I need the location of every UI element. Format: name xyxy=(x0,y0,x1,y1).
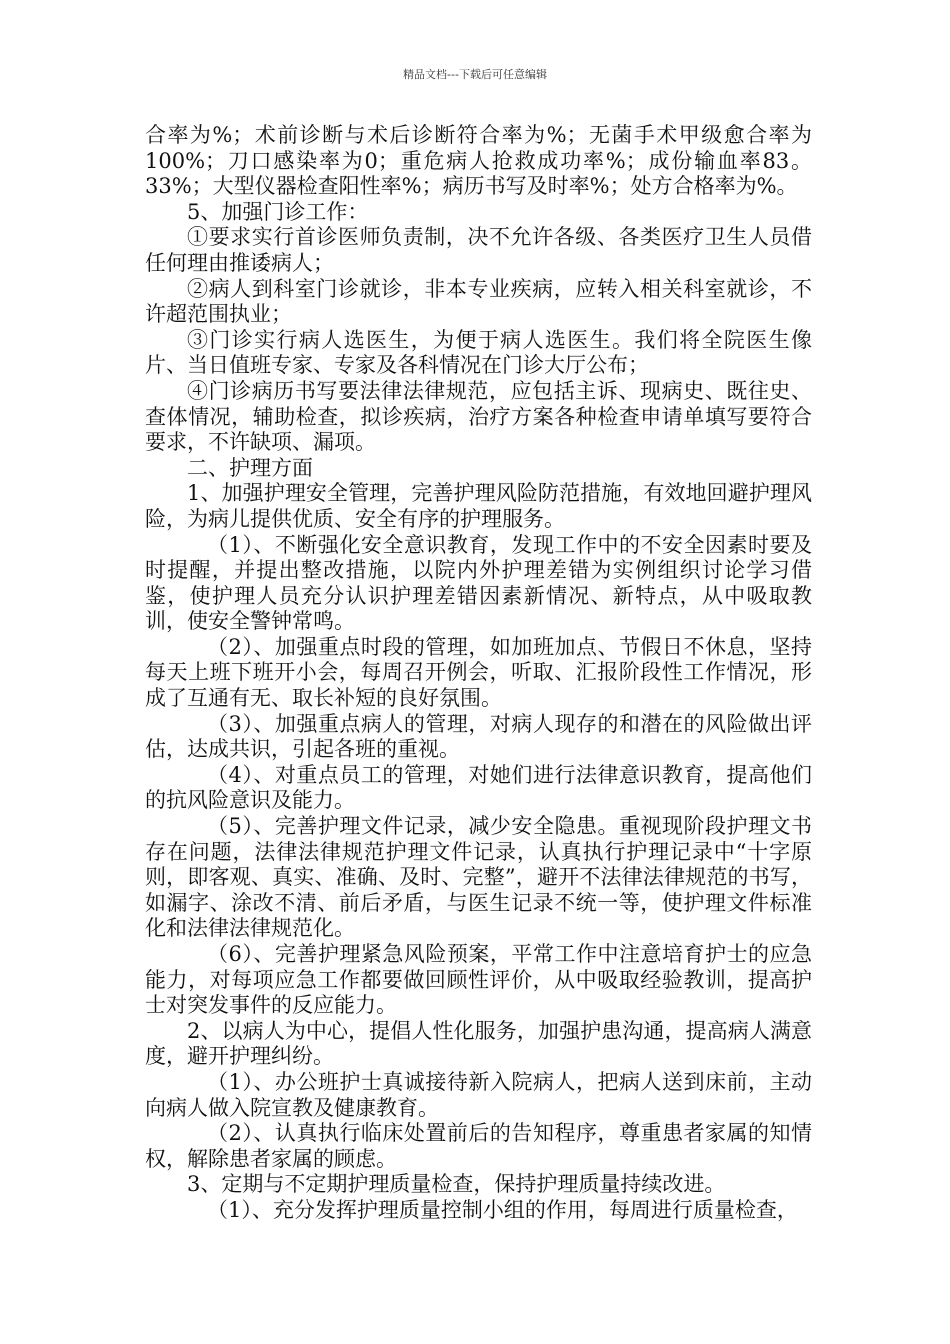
list-item-medical-records: ④门诊病历书写要法律法律规范，应包括主诉、现病史、既往史、查体情况，辅助检查，拟诊疾病，治疗方案各种检查申请单填写要符合要求，不许缺项、漏项。 xyxy=(145,378,812,455)
paragraph-admission-reception: （1）、办公班护士真诚接待新入院病人，把病人送到床前，主动向病人做入院宣教及健康教育。 xyxy=(145,1069,812,1120)
paragraph-nursing-records: （5）、完善护理文件记录，减少安全隐患。重视现阶段护理文书存在问题，法律法律规范护理文件记录，认真执行护理记录中“十字原则，即客观、真实、准确、及时、完整”，避开不法律法律规范的书写，如漏字、涂改不清、前后矛盾，与医生记录不统一等，使护理文件标准化和法律法律规范化。 xyxy=(145,814,812,941)
heading-outpatient-work: 5、加强门诊工作： xyxy=(187,199,369,224)
list-item-first-visit: ①要求实行首诊医师负责制，决不允许各级、各类医疗卫生人员借任何理由推诿病人； xyxy=(145,225,812,275)
paragraph-informed-consent: （2）、认真执行临床处置前后的告知程序，尊重患者家属的知情权，解除患者家属的顾虑。 xyxy=(145,1121,812,1171)
page-header: 精品文档---下载后可任意编辑 xyxy=(403,68,547,81)
paragraph-quality-inspection: 3、定期与不定期护理质量检查，保持护理质量持续改进。 xyxy=(187,1172,726,1197)
list-item-choose-doctor: ③门诊实行病人选医生，为便于病人选医生。我们将全院医生像片、当日值班专家、专家及各科情况在门诊大厅公布； xyxy=(145,327,812,378)
paragraph-patient-centered: 2、以病人为中心，提倡人性化服务，加强护患沟通，提高病人满意度，避开护理纠纷。 xyxy=(145,1018,812,1069)
list-item-department-visit: ②病人到科室门诊就诊，非本专业疾病，应转入相关科室就诊，不许超范围执业； xyxy=(145,276,812,327)
paragraph-rates: 合率为%；术前诊断与术后诊断符合率为%；无菌手术甲级愈合率为100%；刀口感染率为0；重危病人抢救成功率%；成份输血率83。33%；大型仪器检查阳性率%；病历书写及时率%；处方合格率为%。 xyxy=(145,123,812,199)
section-heading-nursing: 二、护理方面 xyxy=(187,455,313,480)
paragraph-quality-control-group: （1）、充分发挥护理质量控制小组的作用，每周进行质量检查， xyxy=(207,1197,798,1222)
paragraph-emergency-plan: （6）、完善护理紧急风险预案，平常工作中注意培育护士的应急能力，对每项应急工作都要做回顾性评价，从中吸取经验教训，提高护士对突发事件的反应能力。 xyxy=(145,942,812,1018)
paragraph-safety-education: （1）、不断强化安全意识教育，发现工作中的不安全因素时要及时提醒，并提出整改措施，以院内外护理差错为实例组织讨论学习借鉴，使护理人员充分认识护理差错因素新情况、新特点，从中吸取教训，使安全警钟常鸣。 xyxy=(145,532,812,634)
document-body xyxy=(145,123,812,1224)
paragraph-key-patients: （3）、加强重点病人的管理，对病人现存的和潜在的风险做出评估，达成共识，引起各班的重视。 xyxy=(145,711,812,762)
paragraph-key-periods: （2）、加强重点时段的管理，如加班加点、节假日不休息，坚持每天上班下班开小会，每周召开例会，听取、汇报阶段性工作情况，形成了互通有无、取长补短的良好氛围。 xyxy=(145,634,812,711)
paragraph-safety-management: 1、加强护理安全管理，完善护理风险防范措施，有效地回避护理风险，为病儿提供优质、安全有序的护理服务。 xyxy=(145,481,812,531)
paragraph-key-staff: （4）、对重点员工的管理，对她们进行法律意识教育，提高他们的抗风险意识及能力。 xyxy=(145,762,812,813)
